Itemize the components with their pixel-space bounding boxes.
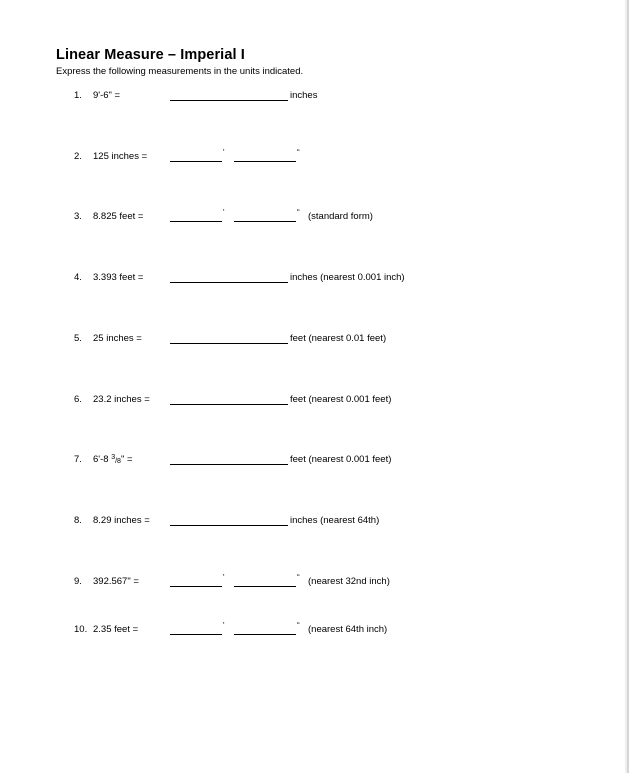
answer-blank[interactable]	[170, 282, 288, 283]
answer-blank[interactable]	[170, 404, 288, 405]
question-expression: 3.393 feet =	[93, 272, 144, 283]
answer-blank-feet[interactable]	[170, 221, 222, 222]
answer-blank-inches[interactable]	[234, 161, 296, 162]
question-expression: 25 inches =	[93, 333, 142, 344]
question-number: 4.	[74, 272, 82, 283]
answer-blank[interactable]	[170, 525, 288, 526]
inch-mark: “	[297, 573, 300, 582]
question-expression: 9'-6" =	[93, 90, 121, 101]
question-number: 9.	[74, 576, 82, 587]
expression-suffix: " =	[120, 454, 133, 465]
answer-unit: feet (nearest 0.001 feet)	[290, 394, 392, 405]
question-9	[0, 573, 625, 590]
question-2	[0, 148, 625, 165]
answer-unit: inches (nearest 64th)	[290, 515, 380, 526]
answer-blank-feet[interactable]	[170, 161, 222, 162]
question-number: 3.	[74, 211, 82, 222]
answer-unit: inches	[290, 90, 318, 101]
answer-blank-inches[interactable]	[234, 586, 296, 587]
answer-unit: inches (nearest 0.001 inch)	[290, 272, 405, 283]
question-number: 1.	[74, 90, 82, 101]
inch-mark: “	[297, 208, 300, 217]
question-number: 8.	[74, 515, 82, 526]
answer-blank-feet[interactable]	[170, 586, 222, 587]
question-4	[0, 272, 625, 286]
question-number: 5.	[74, 333, 82, 344]
answer-blank-feet[interactable]	[170, 634, 222, 635]
question-number: 7.	[74, 454, 82, 465]
question-expression: 125 inches =	[93, 151, 148, 162]
worksheet-instructions: Express the following measurements in the units indicated.	[56, 66, 304, 77]
fraction-numerator: 3	[111, 454, 116, 461]
answer-blank-inches[interactable]	[234, 634, 296, 635]
inch-mark: “	[297, 148, 300, 157]
question-3	[0, 208, 625, 225]
question-expression: 8.825 feet =	[93, 211, 144, 222]
answer-unit: (nearest 64th inch)	[308, 624, 388, 635]
question-number: 6.	[74, 394, 82, 405]
answer-unit: (standard form)	[308, 211, 373, 222]
question-expression: 8.29 inches =	[93, 515, 150, 526]
fraction-denominator: 8	[117, 458, 121, 465]
question-8	[0, 515, 625, 529]
worksheet-title: Linear Measure – Imperial I	[56, 47, 245, 63]
question-expression: 392.567" =	[93, 576, 139, 587]
answer-blank[interactable]	[170, 100, 288, 101]
answer-unit: feet (nearest 0.001 feet)	[290, 454, 392, 465]
question-7	[0, 454, 625, 468]
question-expression: 6'-8 $^3$/8" =	[93, 454, 133, 465]
question-number: 10.	[74, 624, 88, 635]
question-expression: 23.2 inches =	[93, 394, 150, 405]
question-5	[0, 333, 625, 347]
question-number: 2.	[74, 151, 82, 162]
question-1	[0, 90, 625, 104]
question-expression: 2.35 feet =	[93, 624, 139, 635]
inch-mark: “	[297, 621, 300, 630]
question-6	[0, 394, 625, 408]
feet-mark: '	[223, 621, 225, 630]
answer-unit: feet (nearest 0.01 feet)	[290, 333, 387, 344]
feet-mark: '	[223, 208, 225, 217]
answer-unit: (nearest 32nd inch)	[308, 576, 390, 587]
answer-blank[interactable]	[170, 464, 288, 465]
feet-mark: '	[223, 148, 225, 157]
answer-blank-inches[interactable]	[234, 221, 296, 222]
expression-prefix: 6'-8	[93, 454, 112, 465]
question-10	[0, 621, 625, 638]
feet-mark: '	[223, 573, 225, 582]
answer-blank[interactable]	[170, 343, 288, 344]
